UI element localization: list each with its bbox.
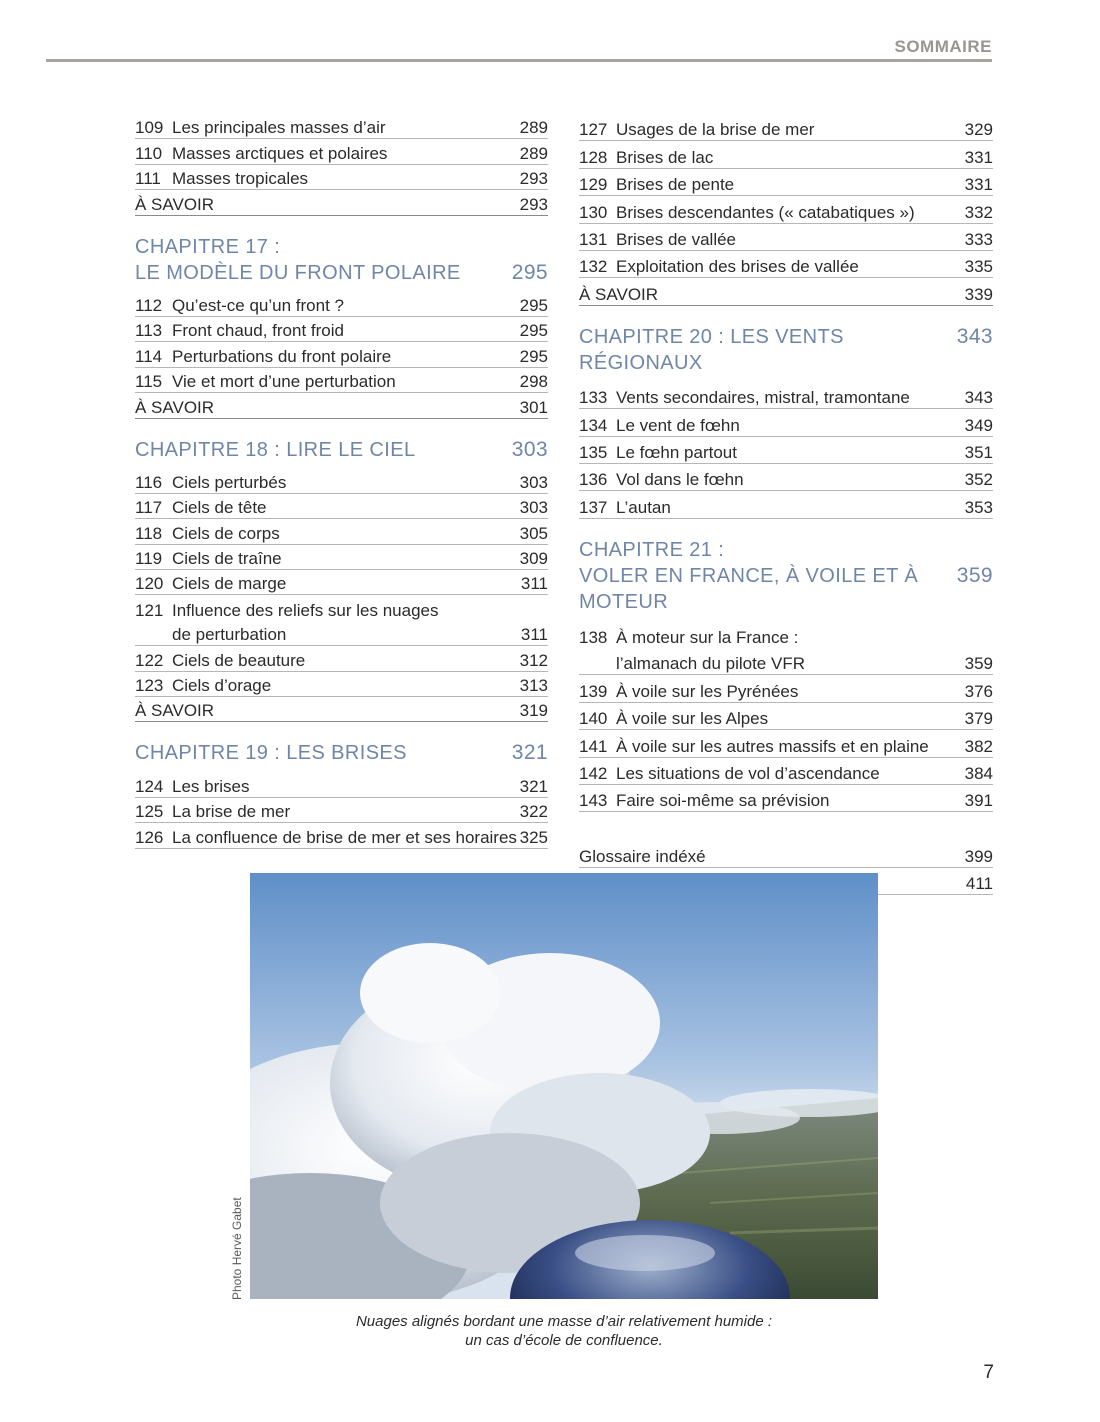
running-header: SOMMAIRE <box>894 37 992 56</box>
toc-entry[interactable]: 128 Brises de lac 331 <box>579 141 993 168</box>
photo-caption-line: un cas d’école de confluence. <box>465 1332 663 1349</box>
chapter-page: 359 <box>956 563 993 587</box>
toc-entry[interactable]: 126 La confluence de brise de mer et ses horaires 325 <box>135 823 548 848</box>
chapter-title: LE MODÈLE DU FRONT POLAIRE <box>135 261 461 284</box>
toc-entry[interactable]: 118 Ciels de corps 305 <box>135 519 548 544</box>
toc-entry[interactable]: 130 Brises descendantes (« catabatiques ») 332 <box>579 196 993 223</box>
toc-entry[interactable]: 129 Brises de pente 331 <box>579 169 993 196</box>
photo-caption <box>250 1312 878 1350</box>
toc-entry[interactable]: 119 Ciels de traîne 309 <box>135 545 548 570</box>
toc-entry[interactable]: 143 Faire soi-même sa prévision 391 <box>579 785 993 812</box>
toc-entry[interactable]: 113 Front chaud, front froid 295 <box>135 317 548 342</box>
cloud-photo <box>250 873 878 1299</box>
photo-credit: Photo Hervé Gabet <box>230 1197 244 1300</box>
chapter-heading[interactable] <box>135 740 548 766</box>
toc-entry-continued[interactable]: l’almanach du pilote VFR 359 <box>579 648 993 675</box>
toc-left-column <box>135 114 548 849</box>
toc-entry[interactable]: 141 À voile sur les autres massifs et en plaine 382 <box>579 730 993 757</box>
chapter-page: 303 <box>511 437 548 461</box>
chapter-number: CHAPITRE 17 : <box>135 235 281 258</box>
toc-entry-continued[interactable]: de perturbation 311 <box>135 621 548 646</box>
chapter-heading[interactable] <box>579 324 993 376</box>
toc-back-matter-entry[interactable]: 411 <box>579 868 993 895</box>
header-rule <box>46 59 992 62</box>
toc-entry[interactable]: 121 Influence des reliefs sur les nuages <box>135 600 439 620</box>
toc-entry[interactable]: 131 Brises de vallée 333 <box>579 224 993 251</box>
toc-back-matter-entry[interactable]: Glossaire indéxé 399 <box>579 840 993 867</box>
toc-entry[interactable]: 133 Vents secondaires, mistral, tramontane 343 <box>579 382 993 409</box>
cloud-photo-image <box>250 873 878 1299</box>
toc-entry[interactable]: 127 Usages de la brise de mer 329 <box>579 114 993 141</box>
toc-entry[interactable]: 122 Ciels de beauture 312 <box>135 646 548 671</box>
chapter-page: 295 <box>511 260 548 284</box>
toc-right-column <box>579 114 993 895</box>
toc-entry[interactable]: 112 Qu’est-ce qu’un front ? 295 <box>135 292 548 317</box>
toc-entry[interactable]: 142 Les situations de vol d’ascendance 384 <box>579 758 993 785</box>
toc-entry[interactable]: 120 Ciels de marge 311 <box>135 570 548 595</box>
toc-entry[interactable]: 114 Perturbations du front polaire 295 <box>135 342 548 367</box>
toc-entry[interactable]: 132 Exploitation des brises de vallée 335 <box>579 251 993 278</box>
toc-entry[interactable]: 135 Le fœhn partout 351 <box>579 437 993 464</box>
chapter-heading[interactable] <box>135 234 548 286</box>
toc-entry[interactable]: 134 Le vent de fœhn 349 <box>579 409 993 436</box>
page-number: 7 <box>983 1362 994 1383</box>
toc-summary-entry[interactable]: À SAVOIR 301 <box>135 393 548 418</box>
chapter-title: CHAPITRE 20 : LES VENTS RÉGIONAUX <box>579 325 844 374</box>
chapter-page: 321 <box>511 741 548 765</box>
toc-entry[interactable]: 140 À voile sur les Alpes 379 <box>579 703 993 730</box>
chapter-number: CHAPITRE 21 : <box>579 538 725 561</box>
toc-entry[interactable]: 124 Les brises 321 <box>135 772 548 797</box>
toc-entry[interactable]: 136 Vol dans le fœhn 352 <box>579 464 993 491</box>
toc-summary-entry[interactable]: À SAVOIR 339 <box>579 278 993 305</box>
toc-entry[interactable]: 109 Les principales masses d’air 289 <box>135 114 548 139</box>
toc-entry[interactable]: 115 Vie et mort d’une perturbation 298 <box>135 368 548 393</box>
toc-entry[interactable]: 125 La brise de mer 322 <box>135 798 548 823</box>
chapter-title: VOLER EN FRANCE, À VOILE ET À MOTEUR <box>579 564 919 613</box>
toc-entry[interactable]: 138 À moteur sur la France : <box>579 628 799 648</box>
toc-summary-entry[interactable]: À SAVOIR 319 <box>135 697 548 722</box>
toc-entry[interactable]: 123 Ciels d’orage 313 <box>135 672 548 697</box>
chapter-title: CHAPITRE 18 : LIRE LE CIEL <box>135 438 416 461</box>
chapter-title: CHAPITRE 19 : LES BRISES <box>135 742 407 765</box>
toc-entry[interactable]: 111 Masses tropicales 293 <box>135 165 548 190</box>
toc-entry[interactable]: 139 À voile sur les Pyrénées 376 <box>579 675 993 702</box>
chapter-heading[interactable] <box>135 437 548 463</box>
chapter-page: 343 <box>956 324 993 348</box>
toc-entry[interactable]: 137 L’autan 353 <box>579 491 993 518</box>
toc-entry[interactable]: 117 Ciels de tête 303 <box>135 494 548 519</box>
toc-entry[interactable]: 110 Masses arctiques et polaires 289 <box>135 139 548 164</box>
chapter-heading[interactable] <box>579 537 993 615</box>
toc-summary-entry[interactable]: À SAVOIR 293 <box>135 190 548 215</box>
toc-entry[interactable]: 116 Ciels perturbés 303 <box>135 469 548 494</box>
photo-caption-line: Nuages alignés bordant une masse d’air relativement humide : <box>355 1313 773 1330</box>
